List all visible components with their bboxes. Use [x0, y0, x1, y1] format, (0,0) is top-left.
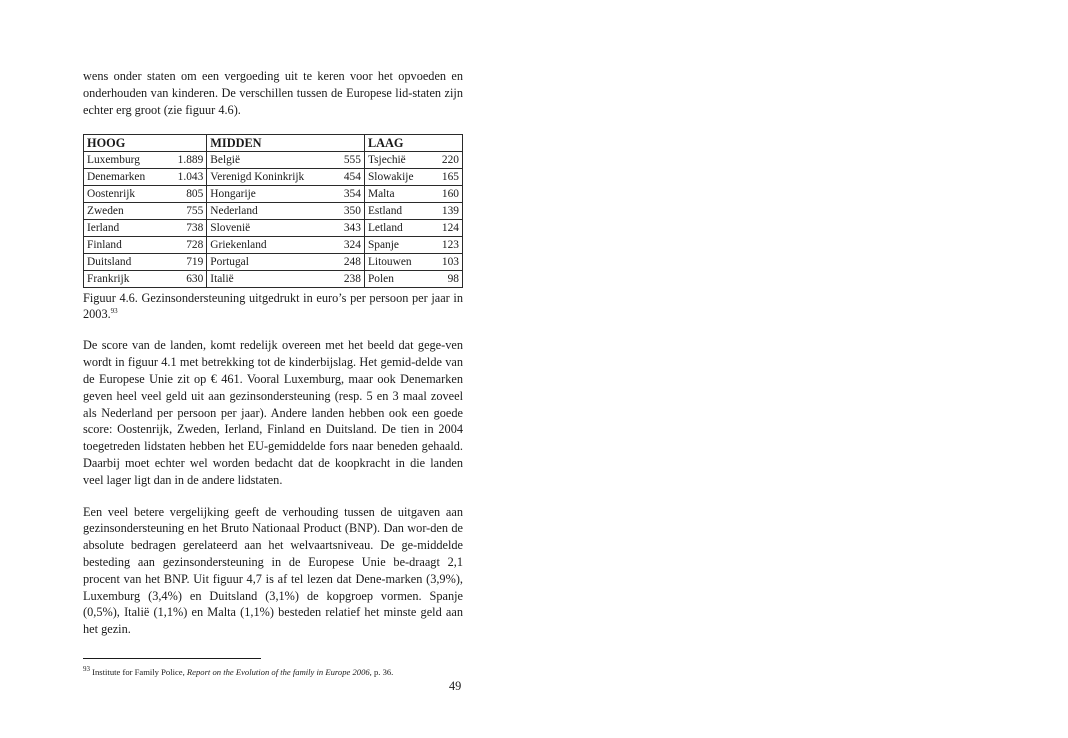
figure-4-6-table — [83, 134, 463, 288]
midden-country-cell: België — [207, 152, 334, 169]
laag-value-cell: 103 — [429, 254, 462, 271]
hoog-country-cell: Duitsland — [84, 254, 173, 271]
caption-footnote-ref: 93 — [110, 307, 118, 316]
hoog-country-cell: Finland — [84, 237, 173, 254]
footnote-suffix: , p. 36. — [369, 666, 394, 677]
footnote — [83, 667, 463, 678]
hoog-value-cell: 630 — [172, 271, 206, 288]
midden-country-cell: Portugal — [207, 254, 334, 271]
table-body — [84, 152, 463, 288]
laag-country-cell: Tsjechië — [364, 152, 429, 169]
page-column — [83, 68, 463, 678]
laag-country-cell: Letland — [364, 220, 429, 237]
hoog-value-cell: 719 — [172, 254, 206, 271]
laag-country-cell: Litouwen — [364, 254, 429, 271]
midden-value-cell: 343 — [334, 220, 364, 237]
hoog-value-cell: 1.043 — [172, 169, 206, 186]
table-header-row — [84, 135, 463, 152]
midden-value-cell: 555 — [334, 152, 364, 169]
hoog-country-cell: Ierland — [84, 220, 173, 237]
page-number: 49 — [449, 679, 462, 693]
midden-country-cell: Griekenland — [207, 237, 334, 254]
midden-country-cell: Italië — [207, 271, 334, 288]
table-row — [84, 237, 463, 254]
header-laag: LAAG — [364, 135, 462, 152]
laag-value-cell: 139 — [429, 203, 462, 220]
midden-country-cell: Nederland — [207, 203, 334, 220]
laag-country-cell: Spanje — [364, 237, 429, 254]
table-row — [84, 220, 463, 237]
caption-text: Figuur 4.6. Gezinsondersteuning uitgedrukt in euro’s per persoon per jaar in 2003. — [83, 291, 463, 322]
laag-country-cell: Malta — [364, 186, 429, 203]
laag-value-cell: 98 — [429, 271, 462, 288]
hoog-country-cell: Oostenrijk — [84, 186, 173, 203]
midden-value-cell: 248 — [334, 254, 364, 271]
header-midden: MIDDEN — [207, 135, 365, 152]
hoog-value-cell: 738 — [172, 220, 206, 237]
laag-value-cell: 220 — [429, 152, 462, 169]
laag-country-cell: Polen — [364, 271, 429, 288]
laag-country-cell: Estland — [364, 203, 429, 220]
midden-country-cell: Slovenië — [207, 220, 334, 237]
footnote-prefix: Institute for Family Police, — [90, 666, 187, 677]
hoog-country-cell: Denemarken — [84, 169, 173, 186]
footnote-title: Report on the Evolution of the family in Europe 2006 — [186, 666, 370, 677]
laag-value-cell: 160 — [429, 186, 462, 203]
midden-country-cell: Hongarije — [207, 186, 334, 203]
table-row — [84, 203, 463, 220]
midden-value-cell: 238 — [334, 271, 364, 288]
table-row — [84, 271, 463, 288]
midden-value-cell: 454 — [334, 169, 364, 186]
table-row — [84, 169, 463, 186]
laag-value-cell: 123 — [429, 237, 462, 254]
hoog-value-cell: 755 — [172, 203, 206, 220]
table-row — [84, 254, 463, 271]
figure-caption — [83, 290, 463, 322]
body-paragraph-2: De score van de landen, komt redelijk overeen met het beeld dat gege-ven wordt in figuur 4.1 met betrekking tot de kinderbijslag. Het gemid-delde van de Europese Unie zit op € 461. Vooral Luxemburg, maar ook Denemarken geven heel veel geld uit aan gezinsondersteuning (resp. 5 en 3 maal zoveel als Nederland per persoon per jaar). Andere landen hebben ook een goede score: Oostenrijk, Zweden, Ierland, Finland en Duitsland. De tien in 2004 toegetreden lidstaten hebben het EU-gemiddelde fors naar beneden gehaald. Daarbij moet echter wel worden bedacht dat de koopkracht in die landen veel lager ligt dan in de andere lidstaten. — [83, 338, 463, 487]
hoog-value-cell: 805 — [172, 186, 206, 203]
midden-value-cell: 324 — [334, 237, 364, 254]
hoog-country-cell: Luxemburg — [84, 152, 173, 169]
laag-country-cell: Slowakije — [364, 169, 429, 186]
body-paragraph-3: Een veel betere vergelijking geeft de verhouding tussen de uitgaven aan gezinsondersteuning en het Bruto Nationaal Product (BNP). Dan wor-den de absolute bedragen gerelateerd aan het welvaartsniveau. De ge-middelde besteding aan gezinsondersteuning in de Europese Unie be-draagt 2,1 procent van het BNP. Uit figuur 4,7 is af tel lezen dat Dene-marken (3,9%), Luxemburg (3,4%) en Duitsland (3,1%) de kopgroep vormen. Spanje (0,5%), Italië (1,1%) en Malta (1,1%) besteden relatief het minste geld aan het gezin. — [83, 504, 463, 637]
footnote-divider — [83, 658, 261, 659]
table-row — [84, 152, 463, 169]
midden-value-cell: 350 — [334, 203, 364, 220]
hoog-value-cell: 728 — [172, 237, 206, 254]
midden-value-cell: 354 — [334, 186, 364, 203]
table-row — [84, 186, 463, 203]
midden-country-cell: Verenigd Koninkrijk — [207, 169, 334, 186]
hoog-country-cell: Frankrijk — [84, 271, 173, 288]
hoog-country-cell: Zweden — [84, 203, 173, 220]
laag-value-cell: 124 — [429, 220, 462, 237]
header-hoog: HOOG — [84, 135, 207, 152]
intro-paragraph: wens onder staten om een vergoeding uit te keren voor het opvoeden en onderhouden van kinderen. De verschillen tussen de Europese lid-staten zijn echter erg groot (zie figuur 4.6). — [83, 69, 463, 117]
footnote-number: 93 — [83, 665, 90, 674]
hoog-value-cell: 1.889 — [172, 152, 206, 169]
laag-value-cell: 165 — [429, 169, 462, 186]
